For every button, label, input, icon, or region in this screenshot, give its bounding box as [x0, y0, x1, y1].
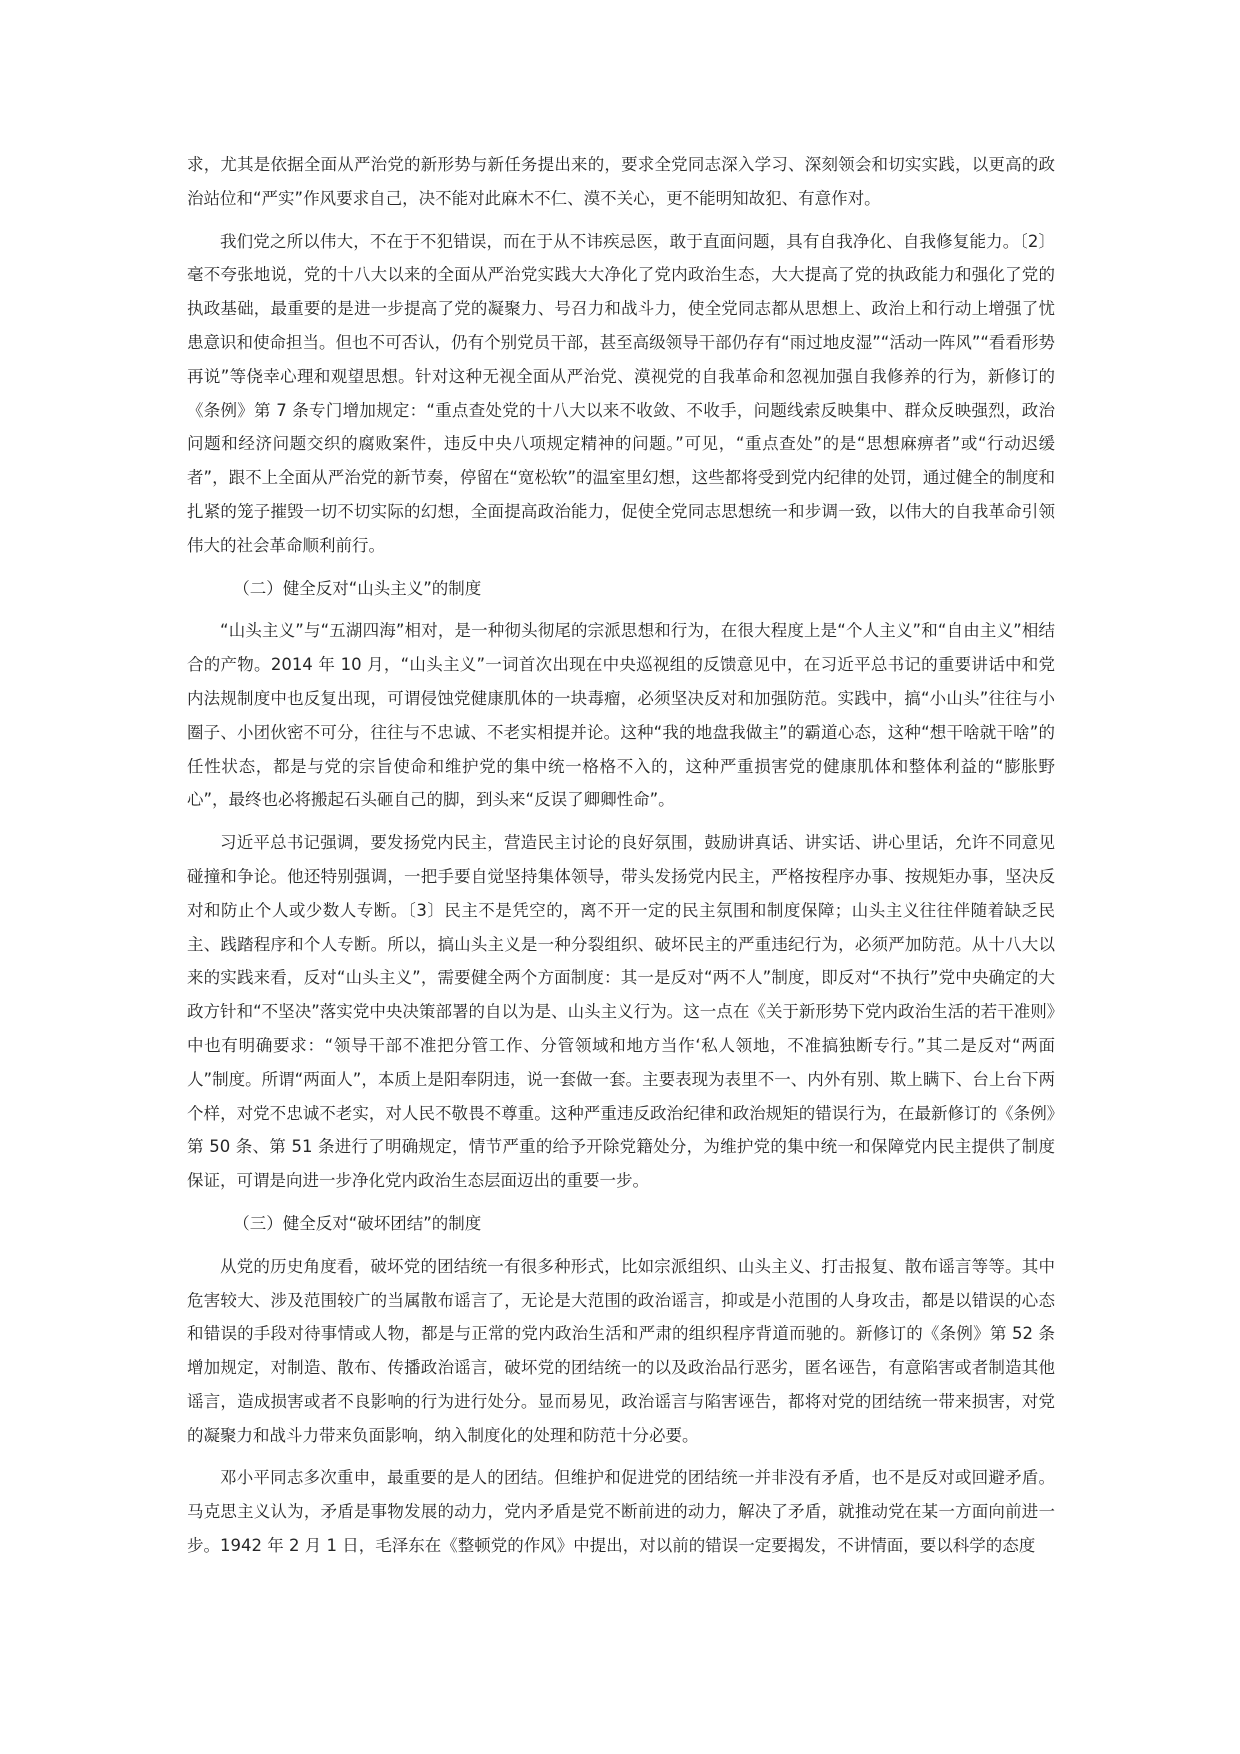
paragraph-mountaintop: “山头主义”与“五湖四海”相对，是一种彻头彻尾的宗派思想和行为，在很大程度上是“个人主义”和“自由主义”相结合的产物。2014 年 10 月，“山头主义”一词首次出现在中央巡视组的反馈意见中，在习近平总书记的重要讲话中和党内法规制度中也反复出现，可谓侵蚀党健康肌体的一块毒瘤，必须坚决反对和加强防范。实践中，搞“小山头”往往与小圈子、小团伙密不可分，往往与不忠诚、不老实相提并论。这种“我的地盘我做主”的霸道心态，这种“想干啥就干啥”的任性状态，都是与党的宗旨使命和维护党的集中统一格格不入的，这种严重损害党的健康肌体和整体利益的“膨胀野心”，最终也必将搬起石头砸自己的脚，到头来“反误了卿卿性命”。 — [187, 621, 1055, 810]
paragraph-inner-party-democracy: 习近平总书记强调，要发扬党内民主，营造民主讨论的良好氛围，鼓励讲真话、讲实话、讲心里话，允许不同意见碰撞和争论。他还特别强调，一把手要自觉坚持集体领导，带头发扬党内民主，严格按程序办事、按规矩办事，坚决反对和防止个人或少数人专断。〔3〕民主不是凭空的，离不开一定的民主氛围和制度保障；山头主义往往伴随着缺乏民主、践踏程序和个人专断。所以，搞山头主义是一种分裂组织、破坏民主的严重违纪行为，必须严加防范。从十八大以来的实践来看，反对“山头主义”，需要健全两个方面制度：其一是反对“两不人”制度，即反对“不执行”党中央确定的大政方针和“不坚决”落实党中央决策部署的自以为是、山头主义行为。这一点在《关于新形势下党内政治生活的若干准则》中也有明确要求：“领导干部不准把分管工作、分管领域和地方当作‘私人领地，不准搞独断专行。”其二是反对“两面人”制度。所谓“两面人”，本质上是阳奉阴违，说一套做一套。主要表现为表里不一、内外有别、欺上瞒下、台上台下两个样，对党不忠诚不老实，对人民不敬畏不尊重。这种严重违反政治纪律和政治规矩的错误行为，在最新修订的《条例》第 50 条、第 51 条进行了明确规定，情节严重的给予开除党籍处分，为维护党的集中统一和保障党内民主提供了制度保证，可谓是向进一步净化党内政治生态层面迈出的重要一步。 — [187, 833, 1055, 1191]
section-heading-3: （三）健全反对“破坏团结”的制度 — [233, 1213, 482, 1233]
paragraph-party-unity-history: 从党的历史角度看，破坏党的团结统一有很多种形式，比如宗派组织、山头主义、打击报复、散布谣言等等。其中危害较大、涉及范围较广的当属散布谣言了，无论是大范围的政治谣言，抑或是小范围的人身攻击，都是以错误的心态和错误的手段对待事情或人物，都是与正常的党内政治生活和严肃的组织程序背道而驰的。新修订的《条例》第 52 条增加规定，对制造、散布、传播政治谣言，破坏党的团结统一的以及政治品行恶劣，匿名诬告，有意陷害或者制造其他谣言，造成损害或者不良影响的行为进行处分。显而易见，政治谣言与陷害诬告，都将对党的团结统一带来损害，对党的凝聚力和战斗力带来负面影响，纳入制度化的处理和防范十分必要。 — [187, 1256, 1055, 1445]
paragraph-party-greatness: 我们党之所以伟大，不在于不犯错误，而在于从不讳疾忌医，敢于直面问题，具有自我净化、自我修复能力。〔2〕毫不夸张地说，党的十八大以来的全面从严治党实践大大净化了党内政治生态，大大提高了党的执政能力和强化了党的执政基础，最重要的是进一步提高了党的凝聚力、号召力和战斗力，使全党同志都从思想上、政治上和行动上增强了忧患意识和使命担当。但也不可否认，仍有个别党员干部，甚至高级领导干部仍存有“雨过地皮湿”“活动一阵风”“看看形势再说”等侥幸心理和观望思想。针对这种无视全面从严治党、漠视党的自我革命和忽视加强自我修养的行为，新修订的《条例》第 7 条专门增加规定：“重点查处党的十八大以来不收敛、不收手，问题线索反映集中、群众反映强烈，政治问题和经济问题交织的腐败案件，违反中央八项规定精神的问题。”可见，“重点查处”的是“思想麻痹者”或“行动迟缓者”，跟不上全面从严治党的新节奏，停留在“宽松软”的温室里幻想，这些都将受到党内纪律的处罚，通过健全的制度和扎紧的笼子摧毁一切不切实际的幻想，全面提高政治能力，促使全党同志思想统一和步调一致，以伟大的自我革命引领伟大的社会革命顺利前行。 — [187, 231, 1055, 555]
paragraph-continuation: 求，尤其是依据全面从严治党的新形势与新任务提出来的，要求全党同志深入学习、深刻领会和切实实践，以更高的政治站位和“严实”作风要求自己，决不能对此麻木不仁、漠不关心，更不能明知故犯、有意作对。 — [187, 155, 1055, 208]
document-page — [187, 148, 1055, 1563]
paragraph-deng-unity: 邓小平同志多次重申，最重要的是人的团结。但维护和促进党的团结统一并非没有矛盾，也不是反对或回避矛盾。马克思主义认为，矛盾是事物发展的动力，党内矛盾是党不断前进的动力，解决了矛盾，就推动党在某一方面向前进一步。1942 年 2 月 1 日，毛泽东在《整顿党的作风》中提出，对以前的错误一定要揭发，不讲情面，要以科学的态度 — [187, 1468, 1055, 1556]
section-heading-2: （二）健全反对“山头主义”的制度 — [233, 578, 482, 598]
